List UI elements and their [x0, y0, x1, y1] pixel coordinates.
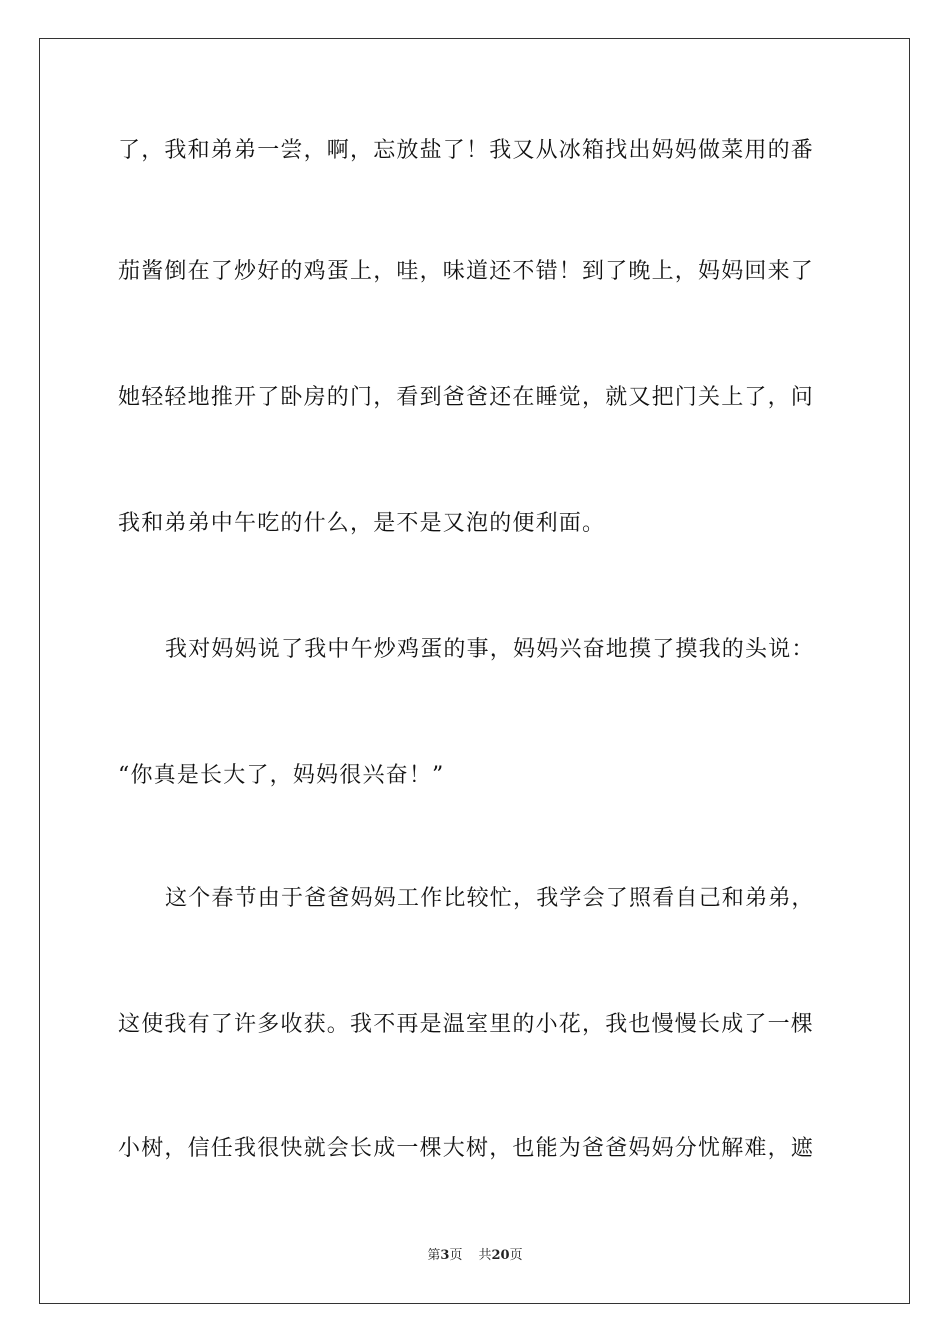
- paragraph-start-line-5: 我对妈妈说了我中午炒鸡蛋的事，妈妈兴奋地摸了摸我的头说：: [165, 637, 815, 662]
- text-line-9: 小树，信任我很快就会长成一棵大树，也能为爸爸妈妈分忧解难，遮: [118, 1136, 815, 1161]
- text-line-4: 我和弟弟中午吃的什么，是不是又泡的便利面。: [118, 511, 606, 536]
- page-border: [39, 38, 910, 1304]
- total-prefix: 共: [478, 1248, 492, 1263]
- paragraph-start-line-7: 这个春节由于爸爸妈妈工作比较忙，我学会了照看自己和弟弟，: [165, 886, 815, 911]
- page-suffix: 页: [449, 1248, 463, 1263]
- text-line-8: 这使我有了许多收获。我不再是温室里的小花，我也慢慢长成了一棵: [118, 1012, 815, 1037]
- text-line-6: “你真是长大了，妈妈很兴奋！”: [118, 763, 445, 788]
- total-suffix: 页: [509, 1248, 523, 1263]
- page-footer: [0, 1248, 950, 1264]
- text-line-1: 了，我和弟弟一尝，啊，忘放盐了！我又从冰箱找出妈妈做菜用的番: [118, 138, 815, 163]
- page-prefix: 第: [427, 1248, 441, 1263]
- text-line-3: 她轻轻地推开了卧房的门，看到爸爸还在睡觉，就又把门关上了，问: [118, 385, 815, 410]
- page-number: 3: [440, 1248, 450, 1263]
- text-line-2: 茄酱倒在了炒好的鸡蛋上，哇，味道还不错！到了晚上，妈妈回来了: [118, 259, 815, 284]
- total-pages: 20: [491, 1248, 510, 1263]
